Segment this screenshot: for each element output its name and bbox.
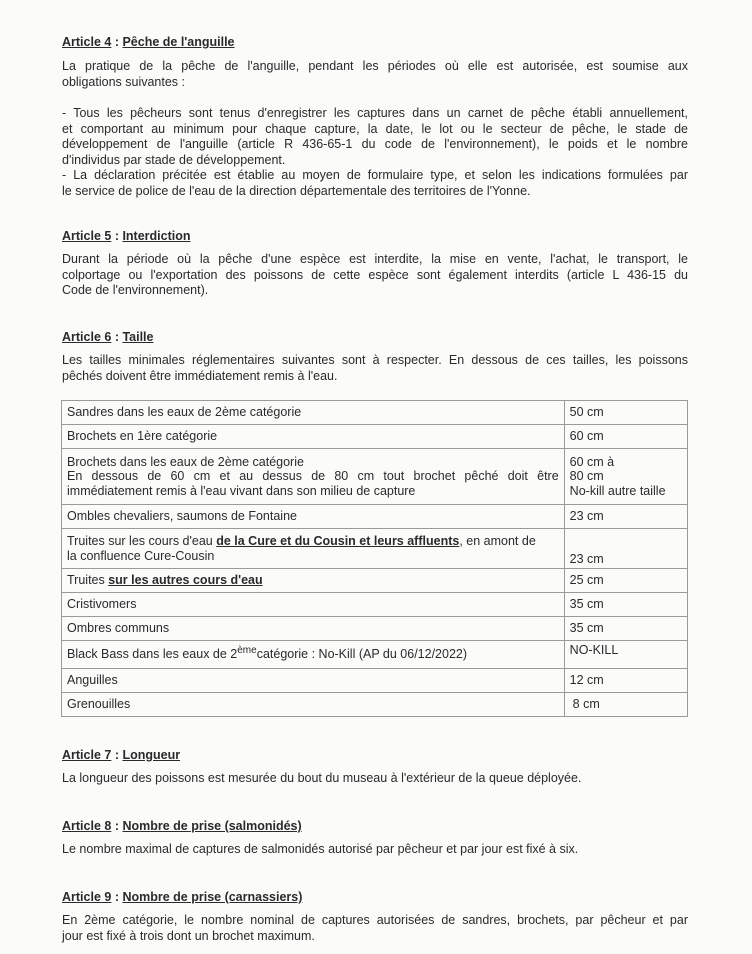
species-cell: [62, 569, 565, 593]
table-row: [62, 617, 688, 641]
species-cell: Ombres communs: [62, 617, 565, 641]
species-cell: [62, 449, 565, 505]
size-cell: 60 cm: [564, 425, 687, 449]
article-7-separator: :: [111, 748, 123, 762]
text-line: d'individus par stade de développement.: [62, 152, 286, 167]
size-line: No-kill autre taille: [569, 483, 666, 498]
species-cell: Brochets en 1ère catégorie: [62, 425, 565, 449]
species-cell: [62, 529, 565, 569]
article-4-label: Article 4: [62, 35, 112, 49]
species-line: Brochets dans les eaux de 2ème catégorie: [67, 454, 304, 469]
superscript: ème: [237, 645, 257, 657]
text-line: La longueur des poissons est mesurée du bout du museau à l'extérieur de la queue déployée.: [62, 771, 582, 785]
article-6-label: Article 6: [62, 330, 112, 344]
species-line: immédiatement remis à l'eau vivant dans son milieu de capture: [67, 483, 416, 498]
article-5-title: Interdiction: [122, 229, 191, 243]
text-line: Le nombre maximal de captures de salmonidés autorisé par pêcheur et par jour est fixé à six.: [62, 842, 579, 856]
species-cell: Grenouilles: [62, 693, 565, 717]
size-cell: NO-KILL: [564, 641, 687, 669]
river-emphasis: de la Cure et du Cousin et leurs affluents: [216, 534, 460, 548]
article-8-text: [62, 842, 688, 858]
minimum-size-table: [61, 400, 688, 717]
article-7-title: Longueur: [122, 748, 181, 762]
species-text: Truites sur les cours d'eau: [67, 534, 217, 548]
article-9-title: Nombre de prise (carnassiers): [122, 890, 303, 904]
text-line: Durant la période où la pêche d'une espèce est interdite, la mise en vente, l'achat, le transport, le: [62, 252, 688, 266]
size-cell: [564, 449, 687, 505]
species-cell: Ombles chevaliers, saumons de Fontaine: [62, 505, 565, 529]
table-row: [62, 529, 688, 569]
size-cell: 8 cm: [564, 693, 687, 717]
species-cell: Cristivomers: [62, 593, 565, 617]
species-text: catégorie : No-Kill (AP du 06/12/2022): [256, 647, 468, 662]
article-7-label: Article 7: [62, 748, 112, 762]
table-row: [62, 425, 688, 449]
article-6-text: [62, 353, 688, 384]
table-row: [62, 641, 688, 669]
size-cell: 25 cm: [564, 569, 687, 593]
article-8-label: Article 8: [62, 819, 112, 833]
text-line: et comportant au minimum pour chaque capture, la date, le lot ou le secteur de pêche, le stade de: [62, 121, 688, 136]
table-row: [62, 569, 688, 593]
species-text: Truites: [67, 573, 109, 588]
size-line: 60 cm à: [569, 454, 615, 469]
species-line: [67, 534, 559, 549]
size-cell: 23 cm: [564, 505, 687, 529]
article-5-separator: :: [111, 229, 123, 243]
article-6-title: Taille: [122, 330, 154, 344]
species-cell: Sandres dans les eaux de 2ème catégorie: [62, 401, 565, 425]
text-line: Code de l'environnement).: [62, 283, 209, 297]
article-9-label: Article 9: [62, 890, 112, 904]
text-line: obligations suivantes :: [62, 74, 185, 89]
article-9-heading: [62, 890, 302, 904]
river-emphasis: sur les autres cours d'eau: [108, 573, 263, 588]
size-line: 80 cm: [569, 469, 604, 484]
species-text: , en amont de: [459, 534, 536, 548]
article-9-separator: :: [111, 890, 123, 904]
article-6-heading: [62, 330, 153, 344]
species-line: En dessous de 60 cm et au dessus de 80 cm tout brochet pêché doit être: [67, 469, 559, 484]
article-5-label: Article 5: [62, 229, 112, 243]
article-4-title: Pêche de l'anguille: [122, 35, 235, 49]
article-4-separator: :: [111, 35, 123, 49]
size-cell: 12 cm: [564, 669, 687, 693]
article-5-text: [62, 252, 688, 299]
species-line: la confluence Cure-Cousin: [67, 548, 215, 563]
article-9-text: [62, 913, 688, 944]
table-row: [62, 693, 688, 717]
article-4-obligations: [62, 106, 688, 199]
size-cell: 35 cm: [564, 593, 687, 617]
text-line: - Tous les pêcheurs sont tenus d'enregistrer les captures dans un carnet de pêche établi annuellement,: [62, 106, 688, 120]
table-row: [62, 593, 688, 617]
article-8-heading: [62, 819, 302, 833]
article-4-heading: [62, 35, 235, 49]
text-line: pêchés doivent être immédiatement remis à l'eau.: [62, 368, 338, 383]
text-line: Les tailles minimales réglementaires suivantes sont à respecter. En dessous de ces tailles, les poissons: [62, 353, 688, 367]
species-cell: [62, 641, 565, 669]
table-row: [62, 505, 688, 529]
text-line: jour est fixé à trois dont un brochet maximum.: [62, 928, 315, 943]
article-4-intro: [62, 59, 688, 90]
species-text: Black Bass dans les eaux de 2: [67, 647, 238, 662]
text-line: développement de l'anguille (article R 436-65-1 du code de l'environnement), le poids et le nombre: [62, 137, 688, 151]
species-cell: Anguilles: [62, 669, 565, 693]
article-8-title: Nombre de prise (salmonidés): [122, 819, 302, 833]
text-line: - La déclaration précitée est établie au moyen de formulaire type, et selon les indications formulées par: [62, 168, 688, 182]
article-7-heading: [62, 748, 180, 762]
size-cell: 50 cm: [564, 401, 687, 425]
text-line: La pratique de la pêche de l'anguille, pendant les périodes où elle est autorisée, est soumise aux: [62, 59, 688, 73]
table-row: [62, 401, 688, 425]
table-row: [62, 449, 688, 505]
article-8-separator: :: [111, 819, 123, 833]
size-cell: 23 cm: [564, 529, 687, 569]
article-7-text: [62, 771, 688, 787]
article-6-separator: :: [111, 330, 123, 344]
text-line: En 2ème catégorie, le nombre nominal de captures autorisées de sandres, brochets, par pêcheur et par: [62, 913, 688, 927]
text-line: colportage ou l'exportation des poissons de cette espèce sont également interdits (article L 436-15 du: [62, 267, 688, 282]
article-5-heading: [62, 229, 191, 243]
size-cell: 35 cm: [564, 617, 687, 641]
table-row: [62, 669, 688, 693]
text-line: le service de police de l'eau de la direction départementale des territoires de l'Yonne.: [62, 183, 531, 198]
